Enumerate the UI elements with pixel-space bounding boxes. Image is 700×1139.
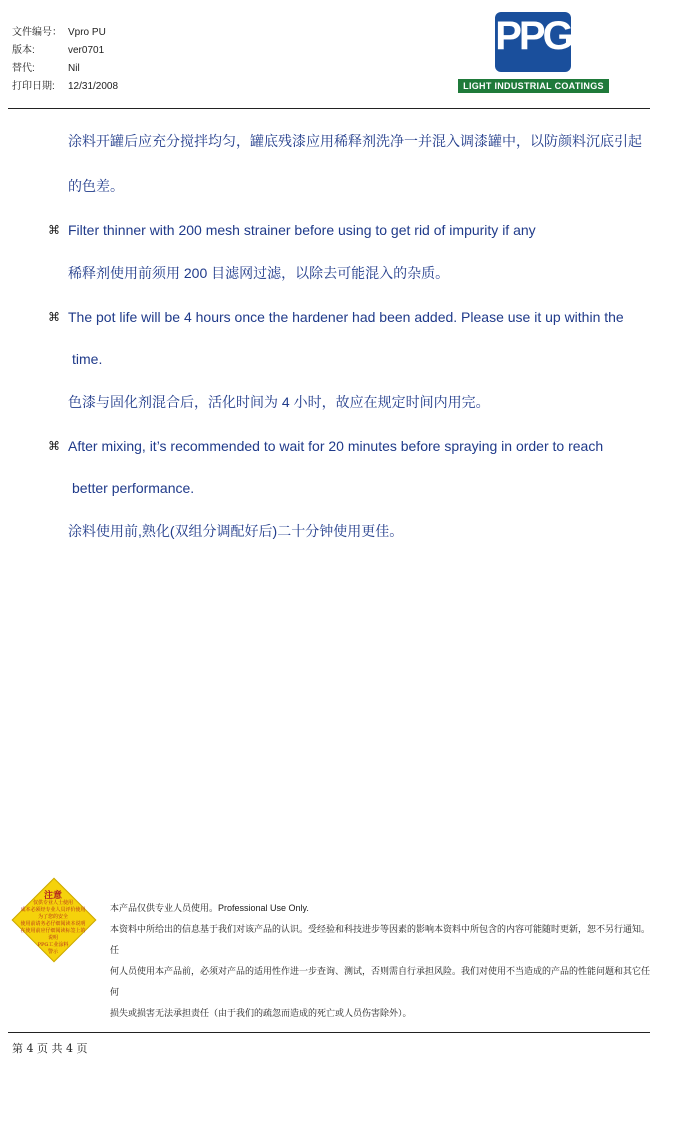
list-item [48, 296, 658, 338]
document-meta [12, 24, 118, 96]
item-en-continued: better performance. [72, 480, 195, 496]
item-en: Filter thinner with 200 mesh strainer before using to get rid of impurity if any [68, 222, 536, 238]
bullet-icon: ⌘ [48, 439, 60, 453]
ppg-logo [458, 12, 609, 94]
meta-label: 文件编号： [12, 27, 62, 38]
logo-tagline: LIGHT INDUSTRIAL COATINGS [458, 79, 609, 93]
meta-row-replaces [12, 60, 118, 78]
meta-label: 版本: [12, 45, 35, 56]
caution-line: 为了您的安全 [37, 914, 68, 920]
caution-title: 注意 [43, 891, 62, 901]
header-divider [8, 108, 650, 109]
logo-mark: PPG [495, 14, 571, 58]
bullet-icon: ⌘ [48, 310, 60, 324]
item-en: The pot life will be 4 hours once the hardener had been added. Please use it up within the [68, 309, 624, 325]
caution-line: 使用前请务必仔细阅读本说明 [20, 921, 86, 927]
meta-row-file-number [12, 24, 118, 42]
item-cn: 色漆与固化剂混合后，活化时间为 4 小时，故应在规定时间内用完。 [68, 394, 490, 410]
meta-row-version [12, 42, 118, 60]
caution-line: 仅供专业人士使用 [32, 900, 73, 906]
intro-cn-line-2: 的色差。 [68, 178, 124, 194]
meta-value: Vpro PU [68, 27, 106, 38]
bullet-icon: ⌘ [48, 223, 60, 237]
item-cn: 涂料使用前,熟化(双组分调配好后)二十分钟使用更佳。 [68, 523, 404, 539]
disclaimer-line: 本产品仅供专业人员使用。Professional Use Only. [110, 903, 309, 913]
caution-line: 在使用前应仔细阅读标签上的说明 [20, 928, 86, 941]
footer-divider [8, 1032, 650, 1033]
caution-line: 警示 [47, 949, 58, 955]
page-number: 第 4 页 共 4 页 [12, 1042, 88, 1055]
disclaimer-line: 何人员使用本产品前，必须对产品的适用性作进一步查询、测试，否则需自行承担风险。我们对使用不当造成的产品的性能问题和其它任何 [110, 966, 651, 997]
meta-row-print-date [12, 78, 118, 96]
list-item [48, 425, 658, 467]
instructions [48, 119, 658, 554]
meta-value: Nil [68, 63, 80, 74]
disclaimer-line: 本资料中所给出的信息基于我们对该产品的认识。受经验和科技进步等因素的影响本资料中所包含的内容可能随时更新，恕不另行通知。任 [110, 924, 651, 955]
list-item [48, 209, 658, 251]
meta-label: 替代: [12, 63, 35, 74]
meta-label: 打印日期: [12, 81, 55, 92]
caution-label-icon [12, 878, 94, 960]
caution-line: 成本必须经专业人员评价使用 [20, 907, 86, 913]
meta-value: ver0701 [68, 45, 105, 56]
item-en-continued: time. [72, 351, 103, 367]
meta-value: 12/31/2008 [68, 81, 119, 92]
disclaimer-line: 损失或损害无法承担责任（由于我们的疏忽而造成的死亡或人员伤害除外）。 [110, 1008, 412, 1018]
disclaimer [110, 898, 650, 1024]
caution-body [20, 900, 86, 956]
item-cn: 稀释剂使用前须用 200 目滤网过滤，以除去可能混入的杂质。 [68, 265, 450, 281]
caution-line: PPG工业涂料 [37, 942, 69, 948]
intro-cn-line-1: 涂料开罐后应充分搅拌均匀，罐底残漆应用稀释剂洗净一并混入调漆罐中，以防颜料沉底引起 [68, 133, 642, 149]
item-en: After mixing, it’s recommended to wait for 20 minutes before spraying in order to reach [68, 438, 604, 454]
